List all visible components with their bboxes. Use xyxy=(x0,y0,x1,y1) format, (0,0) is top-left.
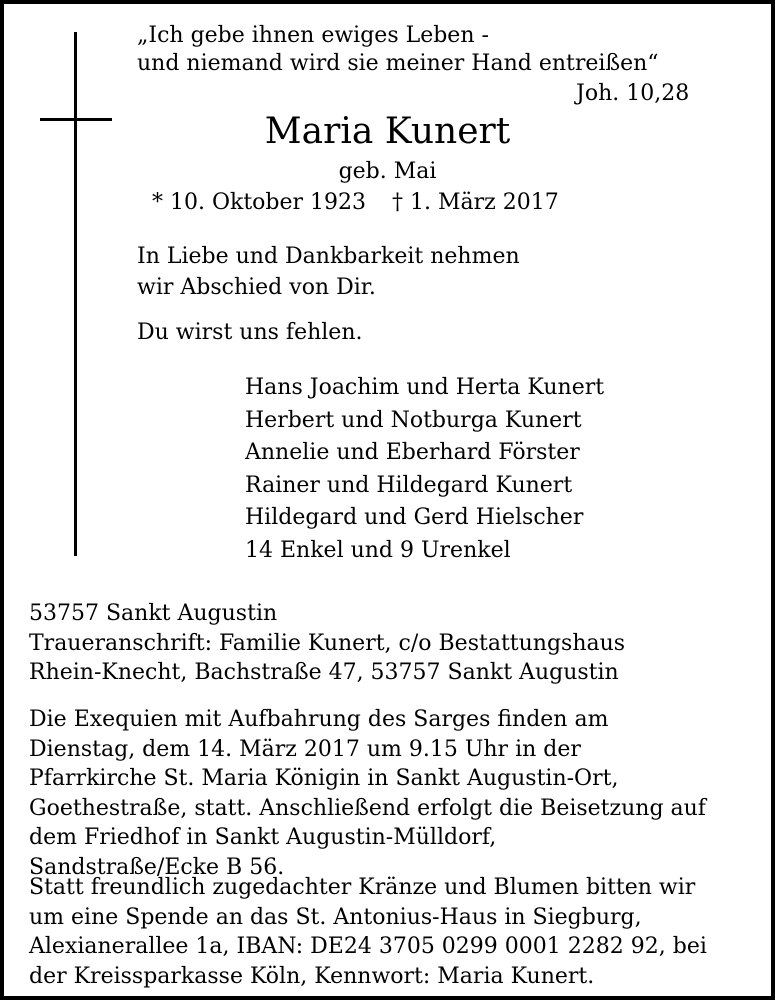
farewell-line-2: wir Abschied von Dir. xyxy=(137,275,376,300)
mourner-entry: Rainer und Hildegard Kunert xyxy=(245,472,573,498)
mourning-address xyxy=(29,599,625,688)
quote-line-1: „Ich gebe ihnen ewiges Leben - xyxy=(137,23,489,48)
donation-request xyxy=(29,873,707,991)
deceased-name: Maria Kunert xyxy=(264,111,511,152)
address-line-3: Rhein-Knecht, Bachstraße 47, 53757 Sankt Augustin xyxy=(29,660,619,685)
donation-line: um eine Spende an das St. Antonius-Haus in Siegburg, xyxy=(29,904,642,930)
mourners-list xyxy=(245,372,604,568)
donation-line: Statt freundlich zugedachter Kränze und Blumen bitten wir xyxy=(29,875,696,900)
address-line-1: 53757 Sankt Augustin xyxy=(29,601,278,626)
funeral-service-info xyxy=(29,705,706,883)
mourner-entry: Hans Joachim und Herta Kunert xyxy=(245,375,605,400)
service-line: Goethestraße, statt. Anschließend erfolgt die Beisetzung auf xyxy=(29,795,706,821)
death-date: † 1. März 2017 xyxy=(392,190,559,215)
mourner-entry: Annelie und Eberhard Förster xyxy=(245,440,580,466)
farewell-line-1: In Liebe und Dankbarkeit nehmen xyxy=(137,244,520,269)
donation-line: Alexianerallee 1a, IBAN: DE24 3705 0299 0001 2282 92, bei xyxy=(29,934,707,960)
maiden-name: geb. Mai xyxy=(338,159,437,184)
donation-line: der Kreissparkasse Köln, Kennwort: Maria Kunert. xyxy=(29,963,595,989)
quote-reference: Joh. 10,28 xyxy=(576,81,690,106)
service-line: Pfarrkirche St. Maria Königin in Sankt Augustin-Ort, xyxy=(29,766,619,792)
service-line: Dienstag, dem 14. März 2017 um 9.15 Uhr in der xyxy=(29,736,581,762)
birth-date: * 10. Oktober 1923 xyxy=(152,190,367,215)
service-line: Die Exequien mit Aufbahrung des Sarges finden am xyxy=(29,707,609,732)
mourner-entry: 14 Enkel und 9 Urenkel xyxy=(245,537,511,563)
life-dates xyxy=(152,188,559,218)
miss-text: Du wirst uns fehlen. xyxy=(137,320,363,345)
mourner-entry: Hildegard und Gerd Hielscher xyxy=(245,505,584,531)
farewell-text xyxy=(137,241,520,303)
address-line-2: Traueranschrift: Familie Kunert, c/o Bestattungshaus xyxy=(29,630,626,656)
service-line: dem Friedhof in Sankt Augustin-Mülldorf, xyxy=(29,825,497,851)
bible-quote xyxy=(137,22,659,78)
mourner-entry: Herbert und Notburga Kunert xyxy=(245,407,582,433)
quote-line-2: und niemand wird sie meiner Hand entreißen“ xyxy=(137,51,659,76)
service-line: Sandstraße/Ecke B 56. xyxy=(29,854,285,880)
